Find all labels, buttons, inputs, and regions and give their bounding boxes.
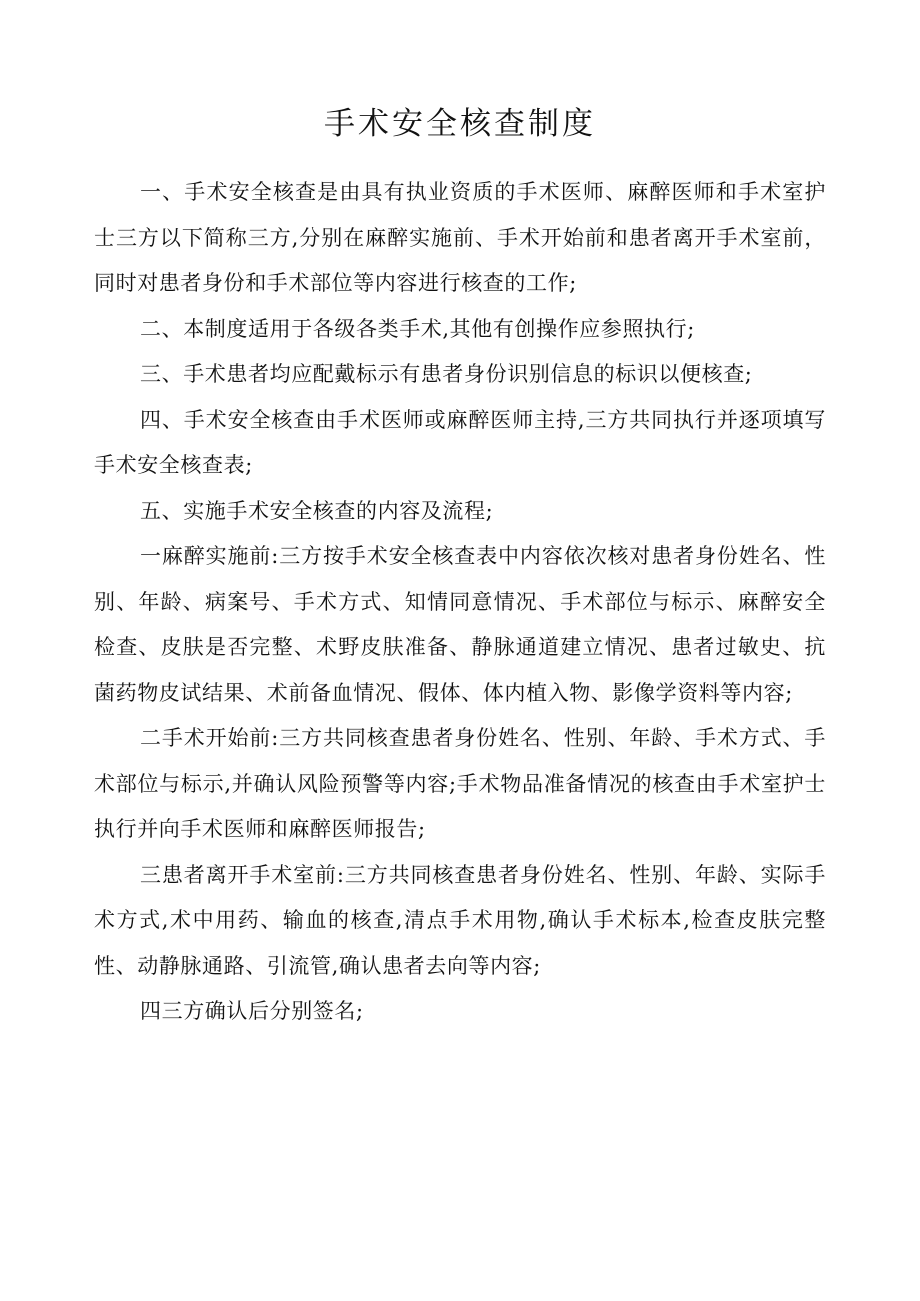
document-title: 手术安全核查制度 [324, 106, 596, 142]
paragraph-7: 二手术开始前:三方共同核查患者身份姓名、性别、年龄、手术方式、手术部位与标示,并确认风险预警等内容;手术物品准备情况的核查由手术室护士执行并向手术医师和麻醉医师报告; [94, 726, 826, 841]
document-body [94, 170, 826, 1035]
paragraph-4: 四、手术安全核查由手术医师或麻醉医师主持,三方共同执行并逐项填写手术安全核查表; [94, 407, 826, 477]
paragraph-6: 一麻醉实施前:三方按手术安全核查表中内容依次核对患者身份姓名、性别、年龄、病案号、手术方式、知情同意情况、手术部位与标示、麻醉安全检查、皮肤是否完整、术野皮肤准备、静脉通道建立情况、患者过敏史、抗菌药物皮试结果、术前备血情况、假体、体内植入物、影像学资料等内容; [94, 544, 826, 705]
paragraph-8: 三患者离开手术室前:三方共同核查患者身份姓名、性别、年龄、实际手术方式,术中用药、输血的核查,清点手术用物,确认手术标本,检查皮肤完整性、动静脉通路、引流管,确认患者去向等内容; [94, 862, 826, 978]
paragraph-3: 三、手术患者均应配戴标示有患者身份识别信息的标识以便核查; [140, 362, 753, 386]
paragraph-1: 一、手术安全核查是由具有执业资质的手术医师、麻醉医师和手术室护士三方以下简称三方,分别在麻醉实施前、手术开始前和患者离开手术室前，同时对患者身份和手术部位等内容进行核查的工作; [94, 180, 826, 295]
paragraph-9: 四三方确认后分别签名; [140, 999, 364, 1023]
paragraph-2: 二、本制度适用于各级各类手术,其他有创操作应参照执行; [140, 316, 695, 341]
paragraph-5: 五、实施手术安全核查的内容及流程; [140, 498, 494, 523]
